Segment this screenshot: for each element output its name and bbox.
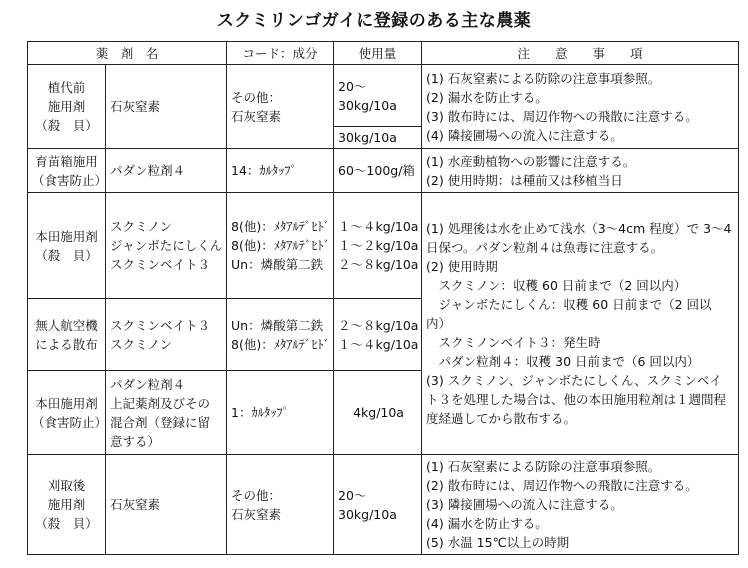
product-line: スクミノン bbox=[110, 219, 173, 234]
rate-cell: 4kg/10a bbox=[334, 371, 422, 455]
notes-cell bbox=[422, 149, 739, 193]
note-line: (4) 漏水を防止する。 bbox=[426, 516, 548, 531]
note-line: (3) 散布時には、周辺作物への飛散に注意する。 bbox=[426, 108, 698, 124]
header-name: 薬 剤 名 bbox=[28, 42, 227, 65]
note-line: (3) 隣接圃場への流入に注意する。 bbox=[426, 497, 623, 512]
rate-cell: 20～30kg/10a bbox=[334, 65, 422, 127]
note-line: (1) 水産動植物への影響に注意する。 bbox=[426, 153, 636, 169]
product-cell: 石灰窒素 bbox=[106, 65, 227, 149]
code-line: Un：燐酸第二鉄 bbox=[231, 257, 324, 272]
product-line: スクミンベイト３ bbox=[110, 257, 211, 272]
code-line: 石灰窒素 bbox=[231, 506, 282, 522]
product-cell bbox=[106, 371, 227, 455]
rate-line: １～２kg/10a bbox=[338, 238, 419, 253]
category-cell bbox=[28, 193, 106, 299]
rate-cell: 20～30kg/10a bbox=[334, 455, 422, 555]
category-line: 育苗箱施用 bbox=[35, 153, 98, 169]
header-rate: 使用量 bbox=[334, 42, 422, 65]
category-line: （食害防止） bbox=[32, 172, 108, 188]
pesticide-table bbox=[27, 41, 739, 555]
code-cell: 1：ｶﾙﾀｯﾌﾟ bbox=[227, 371, 334, 455]
header-code: コード：成分 bbox=[227, 42, 334, 65]
category-cell bbox=[28, 65, 106, 149]
table-row bbox=[28, 455, 739, 555]
code-cell: 14：ｶﾙﾀｯﾌﾟ bbox=[227, 149, 334, 193]
product-cell bbox=[106, 193, 227, 299]
rate-cell: 60～100g/箱 bbox=[334, 149, 422, 193]
code-line: 8(他)：ﾒﾀｱﾙﾃﾞﾋﾄﾞ bbox=[231, 238, 330, 253]
product-text: パダン粒剤４ 上記薬剤及びその混合剤（登録に留意する） bbox=[110, 376, 211, 449]
rate-cell: 30kg/10a bbox=[334, 127, 422, 149]
product-line: ジャンボたにしくん bbox=[110, 238, 223, 253]
rate-cell bbox=[334, 299, 422, 371]
code-line: その他： bbox=[231, 487, 282, 503]
category-line: （殺 貝） bbox=[35, 118, 98, 133]
notes-cell bbox=[422, 455, 739, 555]
rate-line: ２～８kg/10a bbox=[338, 257, 419, 272]
code-cell bbox=[227, 193, 334, 299]
shared-notes-cell bbox=[422, 193, 739, 455]
category-line: 刈取後 bbox=[47, 478, 86, 493]
category-line: 本田施用剤 bbox=[35, 228, 98, 244]
product-line: スクミンベイト３ bbox=[110, 317, 211, 333]
note-line: (1) 石灰窒素による防除の注意事項参照。 bbox=[426, 459, 661, 474]
category-cell bbox=[28, 299, 106, 371]
note-line: (1) 石灰窒素による防除の注意事項参照。 bbox=[426, 70, 661, 86]
rate-line: ２～８kg/10a bbox=[338, 317, 419, 333]
category-line: 植代前 bbox=[47, 80, 86, 95]
table-header-row bbox=[28, 42, 739, 65]
shared-notes-text: (1) 処理後は水を止めて浅水（3～4cm 程度）で 3～4 日保つ。パダン粒剤４は魚毒に注意する。 (2) 使用時期 スクミノン：収穫 60 日前まで（2 回以内） ジャンボたにしくん：収穫 60 日前まで（2 回以内） スクミノンベイト３：発生時 パダン粒剤４：収穫 30 日前まで（6 回以内） (3) スクミノン、ジャンボたにしくん、スクミンベイト３を処理した場合は、他の本田施用粒剤は１週間程度経過してから散布する。 bbox=[426, 221, 732, 426]
note-line: (4) 隣接圃場への流入に注意する。 bbox=[426, 127, 623, 143]
category-line: （殺 貝） bbox=[35, 247, 98, 263]
code-line: その他： bbox=[231, 89, 282, 105]
note-line: (2) 漏水を防止する。 bbox=[426, 89, 548, 105]
table-row bbox=[28, 65, 739, 127]
notes-cell bbox=[422, 65, 739, 149]
code-line: 石灰窒素 bbox=[231, 108, 282, 124]
table-row bbox=[28, 193, 739, 299]
category-line: 施用剤 bbox=[47, 99, 86, 114]
category-line: 施用剤 bbox=[47, 497, 86, 512]
category-line: による散布 bbox=[35, 336, 98, 352]
product-cell: 石灰窒素 bbox=[106, 455, 227, 555]
category-line: 無人航空機 bbox=[35, 317, 98, 333]
category-line: 本田施用剤 bbox=[35, 395, 98, 411]
code-cell bbox=[227, 455, 334, 555]
product-cell: パダン粒剤４ bbox=[106, 149, 227, 193]
product-line: スクミノン bbox=[110, 336, 173, 352]
rate-line: １～４kg/10a bbox=[338, 336, 419, 352]
table-row bbox=[28, 149, 739, 193]
note-line: (2) 使用時期：は種前又は移植当日 bbox=[426, 172, 623, 188]
header-notes: 注 意 事 項 bbox=[422, 42, 739, 65]
page-title: スクミリンゴガイに登録のある主な農薬 bbox=[216, 11, 532, 31]
code-line: Un：燐酸第二鉄 bbox=[231, 317, 324, 333]
product-cell bbox=[106, 299, 227, 371]
code-cell bbox=[227, 299, 334, 371]
category-cell bbox=[28, 371, 106, 455]
note-line: (5) 水温 15℃以上の時期 bbox=[426, 535, 570, 550]
note-line: (2) 散布時には、周辺作物への飛散に注意する。 bbox=[426, 478, 698, 493]
category-cell bbox=[28, 455, 106, 555]
rate-cell bbox=[334, 193, 422, 299]
category-cell bbox=[28, 149, 106, 193]
category-line: （殺 貝） bbox=[35, 516, 98, 531]
code-cell bbox=[227, 65, 334, 149]
category-line: （食害防止） bbox=[32, 414, 108, 430]
code-line: 8(他)：ﾒﾀｱﾙﾃﾞﾋﾄﾞ bbox=[231, 219, 330, 234]
code-line: 8(他)：ﾒﾀｱﾙﾃﾞﾋﾄﾞ bbox=[231, 336, 330, 352]
rate-line: １～４kg/10a bbox=[338, 219, 419, 234]
